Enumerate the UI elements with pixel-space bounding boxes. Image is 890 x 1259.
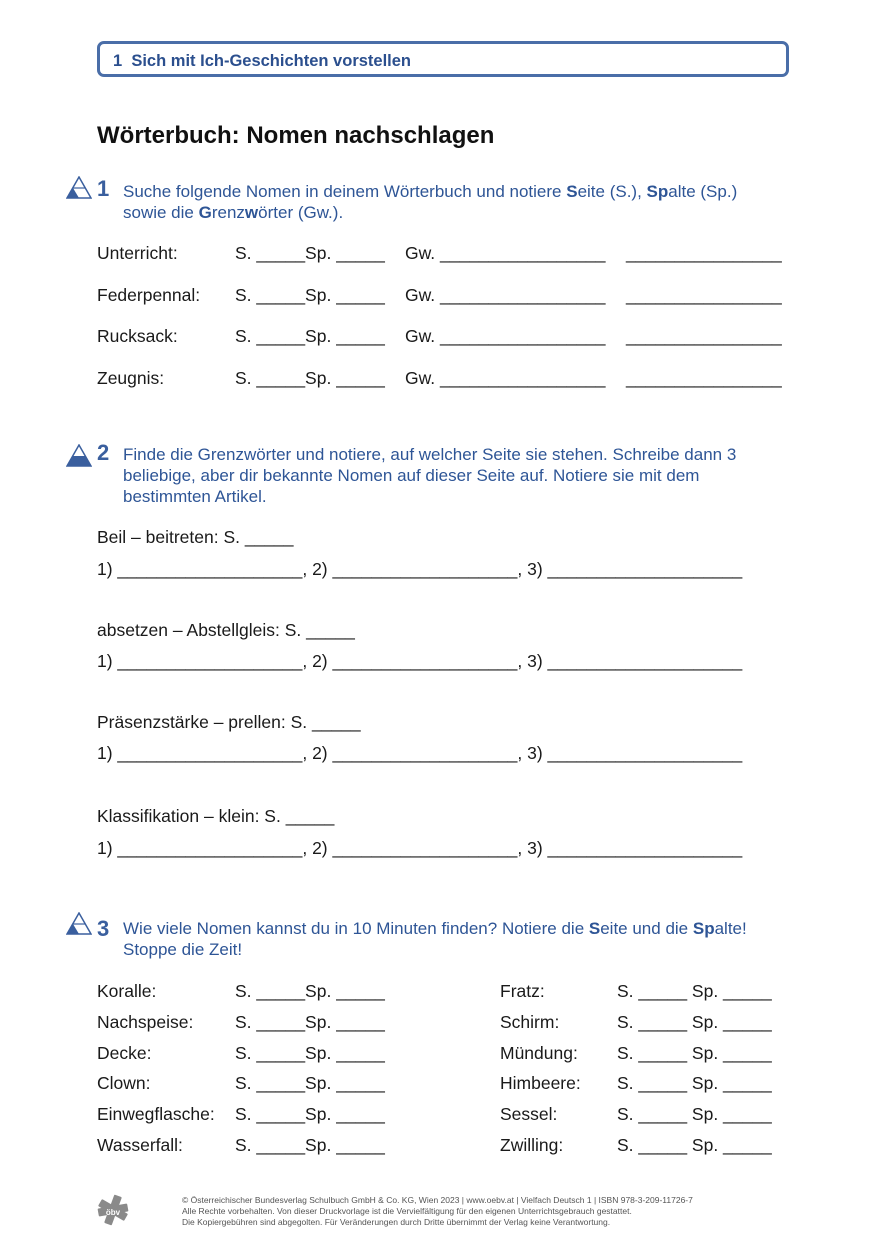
guide-word-field[interactable]: Gw. _________________ [405, 243, 606, 263]
page-column-fields[interactable]: S. _____Sp. _____ [235, 1104, 385, 1124]
page-column-fields[interactable]: S. _____Sp. _____ [235, 368, 385, 388]
page-column-fields[interactable]: S. _____ Sp. _____ [617, 1012, 772, 1032]
task-1-number: 1 [97, 176, 110, 201]
word-label: Unterricht: [97, 243, 178, 263]
guide-word-pair: Präsenzstärke – prellen: S. _____ [97, 712, 361, 732]
guide-word-field-2[interactable]: ________________ [626, 243, 782, 263]
task-2-number: 2 [97, 440, 110, 465]
difficulty-level-icon [66, 444, 92, 468]
difficulty-level-icon [66, 176, 92, 200]
guide-word-field[interactable]: Gw. _________________ [405, 368, 606, 388]
page-column-fields[interactable]: S. _____Sp. _____ [235, 326, 385, 346]
word-label: Koralle: [97, 981, 157, 1001]
word-label: Schirm: [500, 1012, 560, 1032]
guide-word-pair: absetzen – Abstellgleis: S. _____ [97, 620, 355, 640]
page-column-fields[interactable]: S. _____Sp. _____ [235, 1073, 385, 1093]
word-label: Zeugnis: [97, 368, 165, 388]
page-column-fields[interactable]: S. _____Sp. _____ [235, 1043, 385, 1063]
page-column-fields[interactable]: S. _____Sp. _____ [235, 981, 385, 1001]
noun-blanks[interactable]: 1) ___________________, 2) ___________________, 3) ____________________ [97, 651, 743, 671]
chapter-header [97, 41, 789, 77]
page-column-fields[interactable]: S. _____Sp. _____ [235, 243, 385, 263]
word-label: Clown: [97, 1073, 151, 1093]
publisher-logo-text: öbv [105, 1208, 121, 1217]
word-label: Himbeere: [500, 1073, 581, 1093]
task-2-instruction: Finde die Grenzwörter und notiere, auf welcher Seite sie stehen. Schreibe dann 3 beliebige, aber dir bekannte Nomen auf dieser Seite auf. Notiere sie mit dem bestimmten Artikel. [123, 445, 737, 506]
word-label: Decke: [97, 1043, 152, 1063]
guide-word-field-2[interactable]: ________________ [626, 285, 782, 305]
task-1-instruction: Suche folgende Nomen in deinem Wörterbuch und notiere Seite (S.), Spalte (Sp.) sowie die Grenzwörter (Gw.). [123, 182, 738, 222]
noun-blanks[interactable]: 1) ___________________, 2) ___________________, 3) ____________________ [97, 838, 743, 858]
page-title: Wörterbuch: Nomen nachschlagen [97, 122, 495, 149]
guide-word-pair: Klassifikation – klein: S. _____ [97, 806, 335, 826]
word-label: Sessel: [500, 1104, 558, 1124]
word-label: Rucksack: [97, 326, 178, 346]
word-label: Wasserfall: [97, 1135, 183, 1155]
task-3-number: 3 [97, 916, 110, 941]
copyright-notice: © Österreichischer Bundesverlag Schulbuch GmbH & Co. KG, Wien 2023 | www.oebv.at | Vielfach Deutsch 1 | ISBN 978-3-209-11726-7 Alle Rechte vorbehalten. Von dieser Druckvorlage ist die Vervielfältigung für den eigenen Unterrichtsgebrauch gestattet. Die Kopiergebühren sind abgegolten. Für Veränderungen durch Dritte übernimmt der Verlag keine Verantwortung. [182, 1195, 693, 1227]
word-label: Zwilling: [500, 1135, 564, 1155]
word-label: Einwegflasche: [97, 1104, 215, 1124]
word-label: Nachspeise: [97, 1012, 194, 1032]
page-column-fields[interactable]: S. _____Sp. _____ [235, 1012, 385, 1032]
page-column-fields[interactable]: S. _____ Sp. _____ [617, 981, 772, 1001]
guide-word-field-2[interactable]: ________________ [626, 368, 782, 388]
word-label: Fratz: [500, 981, 545, 1001]
page-column-fields[interactable]: S. _____ Sp. _____ [617, 1043, 772, 1063]
guide-word-field[interactable]: Gw. _________________ [405, 326, 606, 346]
task-3-instruction: Wie viele Nomen kannst du in 10 Minuten finden? Notiere die Seite und die Spalte! Stoppe die Zeit! [123, 919, 747, 959]
publisher-logo-icon [96, 1193, 130, 1227]
page-column-fields[interactable]: S. _____ Sp. _____ [617, 1104, 772, 1124]
guide-word-field[interactable]: Gw. _________________ [405, 285, 606, 305]
noun-blanks[interactable]: 1) ___________________, 2) ___________________, 3) ____________________ [97, 559, 743, 579]
page-column-fields[interactable]: S. _____Sp. _____ [235, 285, 385, 305]
difficulty-level-icon [66, 912, 92, 936]
guide-word-pair: Beil – beitreten: S. _____ [97, 527, 294, 547]
noun-blanks[interactable]: 1) ___________________, 2) ___________________, 3) ____________________ [97, 743, 743, 763]
page-column-fields[interactable]: S. _____ Sp. _____ [617, 1073, 772, 1093]
page-column-fields[interactable]: S. _____Sp. _____ [235, 1135, 385, 1155]
chapter-title: 1 Sich mit Ich-Geschichten vorstellen [113, 52, 412, 70]
word-label: Mündung: [500, 1043, 578, 1063]
guide-word-field-2[interactable]: ________________ [626, 326, 782, 346]
page-column-fields[interactable]: S. _____ Sp. _____ [617, 1135, 772, 1155]
word-label: Federpennal: [97, 285, 201, 305]
